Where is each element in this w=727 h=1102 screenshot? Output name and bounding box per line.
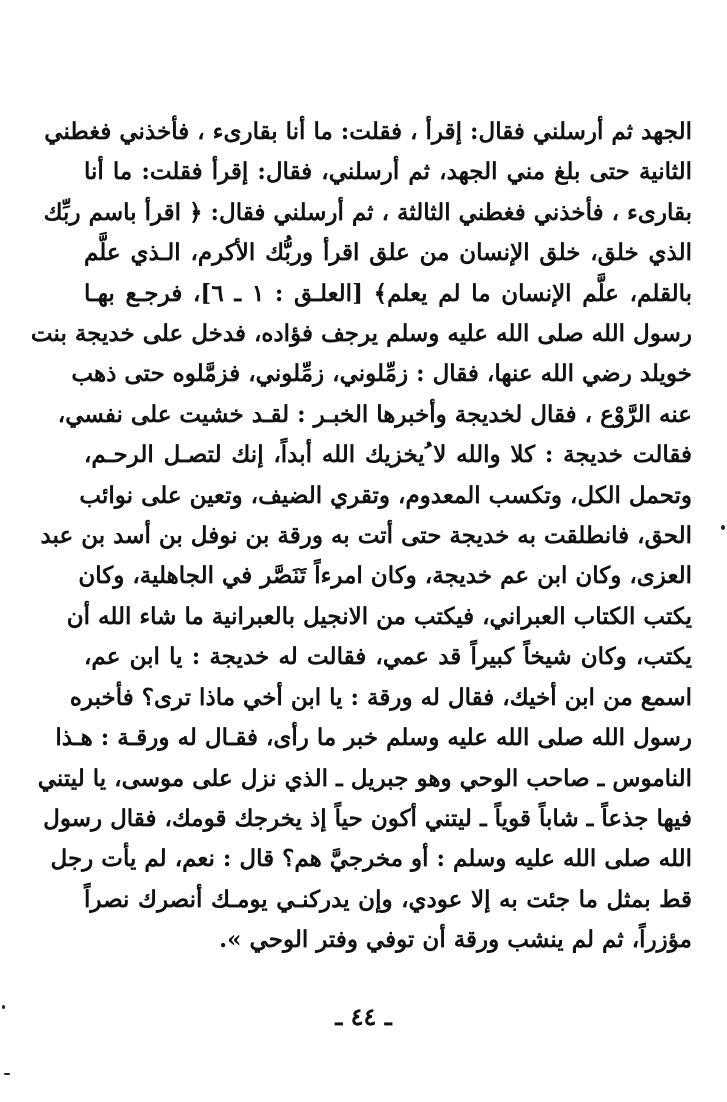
text-line: يكتب الكتاب العبراني، فيكتب من الانجيل بالعبرانية ما شاء الله أن (66, 602, 692, 630)
text-line: بقارىء ، فأخذني فغطني الثالثة ، ثم أرسلني فقال: ﴿ اقرأ باسم ربِّك (43, 198, 692, 226)
text-line: العزى، وكان ابن عم خديجة، وكان امرءاً تَنَصَّر في الجاهلية، وكان (78, 562, 692, 590)
text-line-final: مؤزراً، ثم لم ينشب ورقة أن توفي وفتر الوحي ». (219, 926, 692, 954)
text-line: اسمع من ابن أخيك، فقال له ورقة : يا ابن أخي ماذا ترى؟ فأخبره (69, 683, 692, 711)
text-line: فقالت خديجة : كلا والله لا ُيخزيك الله أبداً، إنك لتصـل الرحـم، (84, 441, 692, 469)
text-line: فيها جذعاً ـ شاباً قوياً ـ ليتني أكون حياً إذ يخرجك قومك، فقال رسول (43, 804, 692, 832)
text-line: الحق، فانطلقت به خديجة حتى أتت به ورقة بن نوفل بن أسد بن عبد (40, 522, 692, 550)
text-line: قط بمثل ما جئت به إلا عودي، وإن يدركنـي يومـك أنصرك نصراً (84, 885, 692, 913)
text-line: رسول الله صلى الله عليه وسلم خبر ما رأى، فقـال له ورقـة : هـذا (55, 724, 692, 752)
text-line: عنه الرَّوْع ، فقال لخديجة وأخبرها الخبـر : لقـد خشيت على نفسي، (57, 400, 692, 428)
text-line: الله صلى الله عليه وسلم : أو مخرجيَّ هم؟ قال : نعم، لم يأت رجل (50, 845, 692, 873)
text-line: بالقلم، علَّم الإنسان ما لم يعلم﴾ [العلـق : ١ ـ ٦]، فرجـع بهـا (84, 279, 692, 307)
text-line: وتحمل الكل، وتكسب المعدوم، وتقري الضيف، وتعين على نوائب (79, 481, 692, 509)
text-line: يكتب، وكان شيخاً كبيراً قد عمي، فقالت له خديجة : يا ابن عم، (84, 643, 692, 671)
scan-speck (4, 1073, 10, 1075)
scan-speck (2, 1005, 5, 1009)
page-number: ـ ٤٤ ـ (335, 1002, 392, 1031)
body-text (30, 112, 692, 961)
text-line: رسول الله صلى الله عليه وسلم يرجف فؤاده، فدخل على خديجة بنت (30, 320, 692, 348)
text-line: الذي خلق، خلق الإنسان من علق اقرأ وربُّك الأكرم، الـذي علَّم (84, 239, 692, 267)
text-line: خويلد رضي الله عنها، فقال : زمِّلوني، زمِّلوني، فزمَّلوه حتى ذهب (71, 360, 692, 388)
text-line: الجهد ثم أرسلني فقال: إقرأ ، فقلت: ما أنا بقارىء ، فأخذني فغطني (44, 118, 692, 145)
text-line: الثانية حتى بلغ مني الجهد، ثم أرسلني، فقال: إقرأ فقلت: ما أنا (84, 158, 692, 186)
text-line: الناموس ـ صاحب الوحي وهو جبريل ـ الذي نزل على موسى، يا ليتني (37, 764, 692, 792)
scan-speck (721, 525, 725, 530)
